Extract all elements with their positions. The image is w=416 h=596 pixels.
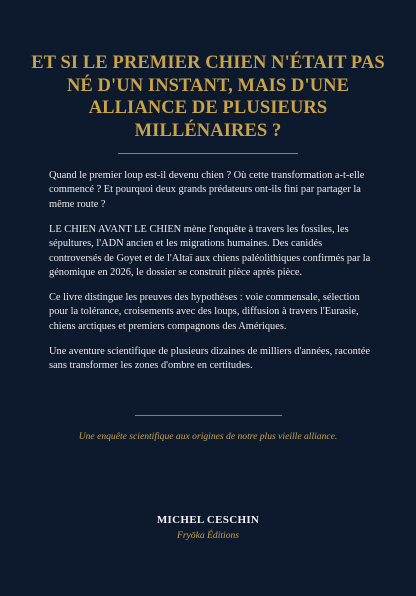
author-name: MICHEL CESCHIN [156,514,260,526]
tagline: Une enquête scientifique aux origines de notre plus vieille alliance. [78,431,338,442]
blurb-paragraph-4: Une aventure scientifique de plusieurs dizaines de milliers d'années, racontée sans transformer les zones d'ombre en certitudes. [49,345,370,371]
blurb-paragraph-1: Quand le premier loup est-il devenu chien ? Où cette transformation a-t-elle commencé ? Et pourquoi deux grands prédateurs ont-ils fini par partager la même route ? [49,170,365,210]
top-divider [118,153,298,154]
cover-title: ET SI LE PREMIER CHIEN N'ÉTAIT PAS NÉ D'UN INSTANT, MAIS D'UNE ALLIANCE DE PLUSIEURS MILLÉNAIRES ? [31,53,385,141]
bottom-divider [135,415,282,416]
blurb [49,169,375,384]
blurb-paragraph-3: Ce livre distingue les preuves des hypothèses : voie commensale, sélection pour la tolérance, croisements avec des loups, diffusion à travers l'Eurasie, chiens arctiques et premiers compagnons des Amériques. [49,291,360,332]
blurb-paragraph-2: LE CHIEN AVANT LE CHIEN mène l'enquête à travers les fossiles, les sépultures, l'ADN ancien et les migrations humaines. Des canidés controversés de Goyet et de l'Altaï aux chiens paléolithiques confirmés par la génomique en 2026, le dossier se construit pièce après pièce. [49,223,371,278]
publisher-name: Fryōka Éditions [176,530,240,541]
